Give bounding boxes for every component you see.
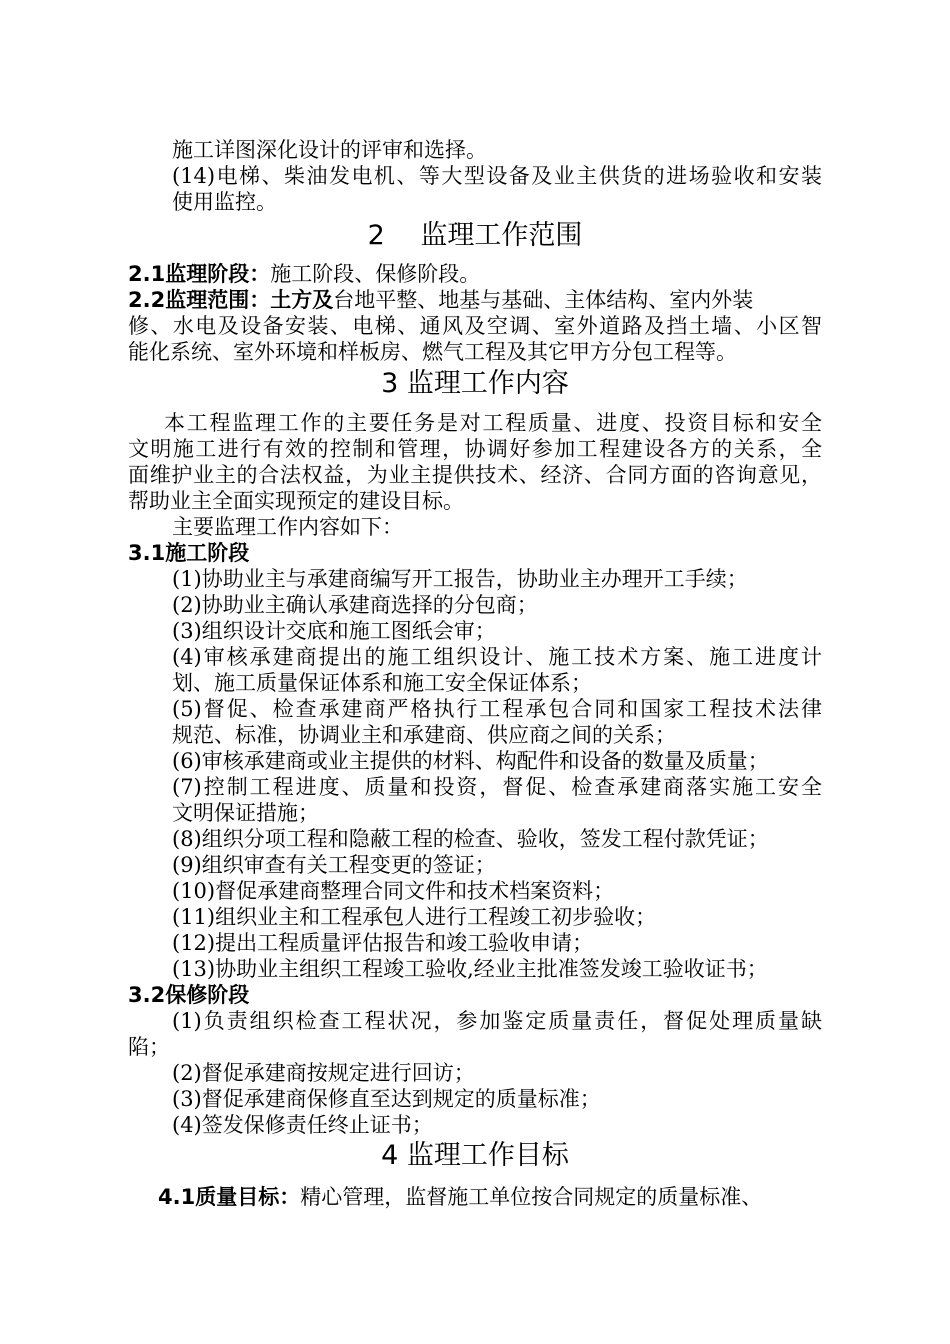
section-2-heading: 2 监理工作范围 bbox=[367, 220, 583, 251]
list-item: (1)协助业主与承建商编写开工报告，协助业主办理开工手续； bbox=[172, 567, 748, 591]
list-item: (6)审核承建商或业主提供的材料、构配件和设备的数量及质量； bbox=[172, 749, 769, 773]
list-item: (3)组织设计交底和施工图纸会审； bbox=[172, 619, 496, 643]
list-item: (5)督促、检查承建商严格执行工程承包合同和国家工程技术法律 bbox=[172, 697, 822, 721]
list-item: 规范、标准，协调业主和承建商、供应商之间的关系； bbox=[172, 723, 676, 747]
scope-range-line-3: 能化系统、室外环境和样板房、燃气工程及其它甲方分包工程等。 bbox=[128, 340, 737, 364]
scope-range-line-2: 修、水电及设备安装、电梯、通风及空调、室外道路及挡土墙、小区智 bbox=[128, 314, 822, 338]
scope-range-line-1 bbox=[128, 287, 822, 313]
subsection-3-1-title: 3.1施工阶段 bbox=[128, 541, 250, 565]
list-item: (11)组织业主和工程承包人进行工程竣工初步验收； bbox=[172, 905, 657, 929]
list-item: (1)负责组织检查工程状况，参加鉴定质量责任，督促处理质量缺 bbox=[172, 1009, 822, 1033]
list-item: 划、施工质量保证体系和施工安全保证体系； bbox=[172, 671, 592, 695]
quality-goal-text: 精心管理，监督施工单位按合同规定的质量标准、 bbox=[300, 1185, 763, 1209]
quality-goal-label: 4.1质量目标： bbox=[158, 1185, 301, 1209]
scope-range-bold: 土方及 bbox=[270, 288, 334, 312]
list-item: (13)协助业主组织工程竣工验收,经业主批准签发竣工验收证书； bbox=[172, 957, 768, 981]
intro-line-3: 使用监控。 bbox=[172, 190, 277, 214]
list-item: (8)组织分项工程和隐蔽工程的检查、验收，签发工程付款凭证； bbox=[172, 827, 769, 851]
list-item: (7)控制工程进度、质量和投资，督促、检查承建商落实施工安全 bbox=[172, 775, 822, 799]
intro-line-1: 施工详图深化设计的评审和选择。 bbox=[172, 138, 487, 162]
content-para-line-1: 本工程监理工作的主要任务是对工程质量、进度、投资目标和安全 bbox=[164, 411, 822, 435]
list-item: 陷； bbox=[128, 1035, 170, 1059]
content-intro: 主要监理工作内容如下： bbox=[172, 515, 403, 539]
content-para-line-2: 文明施工进行有效的控制和管理，协调好参加工程建设各方的关系，全 bbox=[128, 437, 822, 461]
scope-range-label: 2.2监理范围： bbox=[128, 288, 271, 312]
list-item: (10)督促承建商整理合同文件和技术档案资料； bbox=[172, 879, 615, 903]
list-item: (12)提出工程质量评估报告和竣工验收申请； bbox=[172, 931, 594, 955]
scope-stage-label: 2.1监理阶段： bbox=[128, 262, 271, 286]
list-item: (2)协助业主确认承建商选择的分包商； bbox=[172, 593, 538, 617]
subsection-3-2-title: 3.2保修阶段 bbox=[128, 983, 250, 1007]
list-item: (9)组织审查有关工程变更的签证； bbox=[172, 853, 496, 877]
list-item: (3)督促承建商保修直至达到规定的质量标准； bbox=[172, 1087, 601, 1111]
section-3-heading: 3 监理工作内容 bbox=[381, 368, 569, 399]
content-para-line-3: 面维护业主的合法权益，为业主提供技术、经济、合同方面的咨询意见， bbox=[128, 463, 822, 487]
section-4-heading: 4 监理工作目标 bbox=[381, 1140, 569, 1171]
scope-stage-paragraph bbox=[128, 261, 480, 287]
scope-stage-text: 施工阶段、保修阶段。 bbox=[270, 262, 481, 286]
content-para-line-4: 帮助业主全面实现预定的建设目标。 bbox=[128, 489, 464, 513]
quality-goal-paragraph bbox=[158, 1184, 762, 1210]
list-item: (2)督促承建商按规定进行回访； bbox=[172, 1061, 475, 1085]
scope-range-text-1: 台地平整、地基与基础、主体结构、室内外装 bbox=[333, 288, 754, 312]
intro-line-2: (14)电梯、柴油发电机、等大型设备及业主供货的进场验收和安装 bbox=[172, 164, 822, 188]
list-item: 文明保证措施； bbox=[172, 801, 319, 825]
list-item: (4)签发保修责任终止证书； bbox=[172, 1113, 433, 1137]
list-item: (4)审核承建商提出的施工组织设计、施工技术方案、施工进度计 bbox=[172, 645, 822, 669]
